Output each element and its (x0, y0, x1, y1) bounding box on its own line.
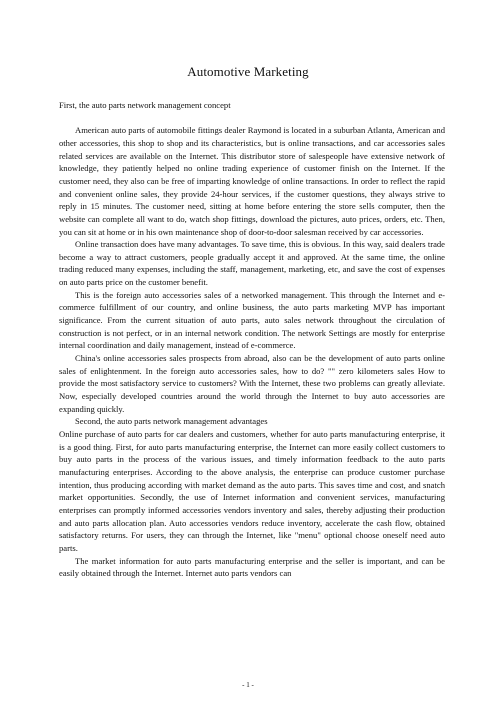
page-number: - 1 - (242, 681, 254, 689)
paragraph-5: Online purchase of auto parts for car dealers and customers, whether for auto parts manufacturing enterprise, it is a good thing. First, for auto parts manufacturing enterprise, the Internet can more easily collect customers to buy auto parts in the process of the various issues, and timely information feedback to the auto parts manufacturing enterprises. According to the above analysis, the enterprise can produce customer purchase intention, thus producing according with market demand as the auto parts. This saves time and cost, and snatch market opportunities. Secondly, the use of Internet information and convenient services, manufacturing enterprises can promptly informed accessories vendors inventory and sales, thereby adjusting their production and auto parts allocation plan. Auto accessories vendors reduce inventory, accelerate the cash flow, obtained satisfactory returns. For users, they can through the Internet, like "menu" optional choose oneself need auto parts. (59, 429, 445, 553)
paragraph-1: American auto parts of automobile fittings dealer Raymond is located in a suburban Atlanta, American and other accessories, this shop to shop and its characteristics, but is online transactions, and car accessories sales related services are available on the Internet. This distributor store of salespeople have extensive network of knowledge, they patiently helped no online trading experience of customer finish on the Internet. If the customer need, they also can be free of imparting knowledge of online transactions. In order to reflect the rapid and convenient online sales, they provide 24-hour services, if the customer questions, they always strive to reply in 15 minutes. The customer need, sitting at home before entering the store sells computer, then the website can complete all want to do, watch shop fittings, download the pictures, auto prices, orders, etc. Then, you can sit at home or in his own maintenance shop of door-to-door salesman received by car accessories. (59, 125, 445, 237)
paragraph-2: Online transaction does have many advantages. To save time, this is obvious. In this way, said dealers trade become a way to attract customers, people gradually accept it and approved. At the same time, the online trading reduced many expenses, including the staff, management, marketing, etc, and save the cost of expenses on auto parts price on the customer benefit. (59, 239, 445, 288)
section-heading-1: First, the auto parts network management concept (59, 100, 231, 110)
document-title: Automotive Marketing (187, 64, 309, 79)
paragraph-4: China's online accessories sales prospects from abroad, also can be the development of auto parts online sales of enlightenment. In the foreign auto accessories sales, how to do? "" zero kilometers sales How to provide the most satisfactory service to customers? With the Internet, these two problems can greatly alleviate. Now, especially developed countries around the world through the Internet to buy auto accessories are expanding quickly. (59, 353, 445, 414)
paragraph-3: This is the foreign auto accessories sales of a networked management. This through the Internet and e-commerce fulfillment of our country, and online business, the auto parts marketing MVP has important significance. From the current situation of auto parts, auto sales network throughout the circulation of construction is not perfect, or in an internal network condition. The network Settings are mostly for enterprise internal coordination and daily management, instead of e-commerce. (59, 289, 445, 351)
section-heading-2: Second, the auto parts network management advantages (75, 416, 268, 427)
document-body (59, 99, 445, 580)
paragraph-6: The market information for auto parts manufacturing enterprise and the seller is important, and can be easily obtained through the Internet. Internet auto parts vendors can (59, 555, 445, 579)
